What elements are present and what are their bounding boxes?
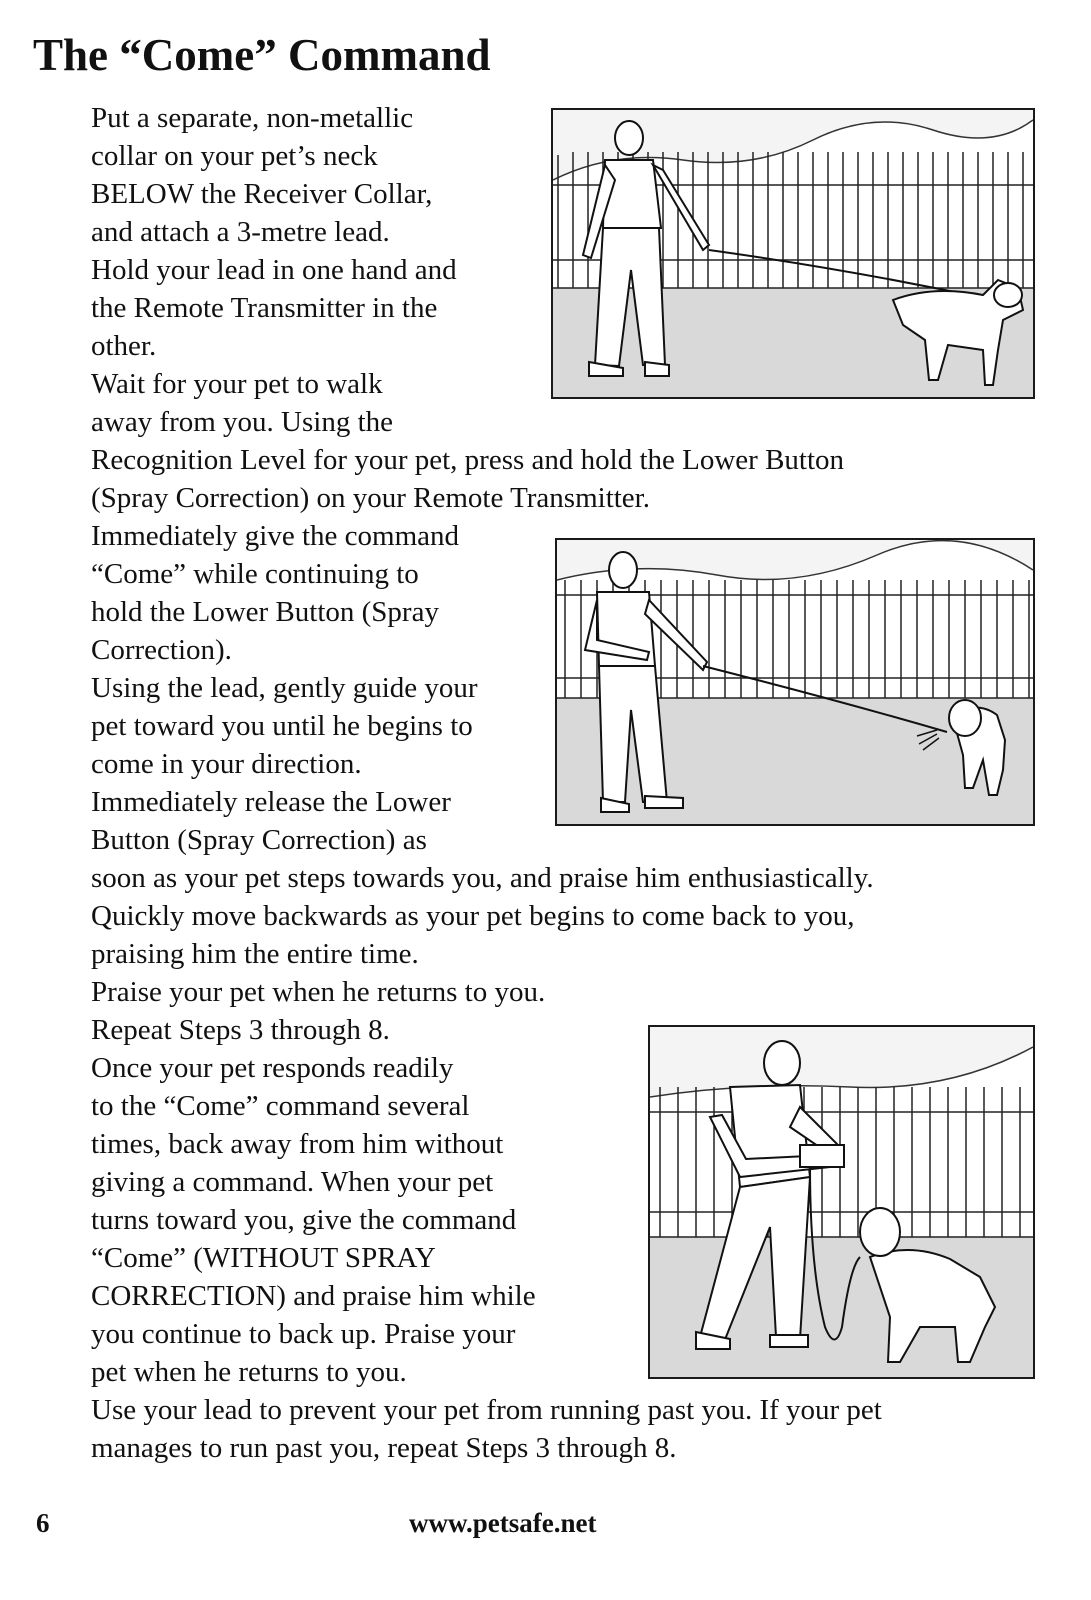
step-text-line: Repeat Steps 3 through 8. — [91, 1014, 390, 1046]
step-text-line: Recognition Level for your pet, press and hold the Lower Button — [91, 444, 845, 476]
illustration-praising-dog — [648, 1025, 1035, 1379]
step-text-line: “Come” (WITHOUT SPRAY — [91, 1242, 436, 1274]
step-text-line: “Come” while continuing to — [91, 558, 419, 590]
illustration-guiding-dog-with-spray — [555, 538, 1035, 826]
step-text-line: manages to run past you, repeat Steps 3 through 8. — [91, 1432, 677, 1464]
page-title: The “Come” Command — [33, 30, 491, 80]
step-text-line: Put a separate, non-metallic — [91, 102, 414, 134]
step-text-line: Praise your pet when he returns to you. — [91, 976, 546, 1008]
step-text-line: to the “Come” command several — [91, 1090, 470, 1122]
step-text-line: Immediately release the Lower — [91, 786, 451, 818]
step-text-line: away from you. Using the — [91, 406, 394, 438]
step-text-line: pet when he returns to you. — [91, 1356, 407, 1388]
step-text-line: times, back away from him without — [91, 1128, 504, 1160]
step-text-line: Correction). — [91, 634, 232, 666]
step-text-line: soon as your pet steps towards you, and praise him enthusiastically. — [91, 862, 874, 894]
step-text-line: you continue to back up. Praise your — [91, 1318, 516, 1350]
step-text-line: Use your lead to prevent your pet from running past you. If your pet — [91, 1394, 882, 1426]
step-text-line: Using the lead, gently guide your — [91, 672, 478, 704]
step-text-line: pet toward you until he begins to — [91, 710, 473, 742]
step-text-line: BELOW the Receiver Collar, — [91, 178, 433, 210]
step-text-line: (Spray Correction) on your Remote Transmitter. — [91, 482, 650, 514]
page-number: 6 — [36, 1508, 50, 1538]
step-text-line: Immediately give the command — [91, 520, 460, 552]
step-text-line: CORRECTION) and praise him while — [91, 1280, 536, 1312]
step-text-line: Wait for your pet to walk — [91, 368, 383, 400]
step-text-line: other. — [91, 330, 157, 362]
illustration-man-dog-on-lead — [551, 108, 1035, 399]
step-text-line: Quickly move backwards as your pet begins to come back to you, — [91, 900, 855, 932]
step-text-line: turns toward you, give the command — [91, 1204, 517, 1236]
step-text-line: Button (Spray Correction) as — [91, 824, 427, 856]
step-text-line: and attach a 3-metre lead. — [91, 216, 390, 248]
footer-url[interactable]: www.petsafe.net — [409, 1508, 597, 1538]
step-text-line: the Remote Transmitter in the — [91, 292, 438, 324]
step-text-line: praising him the entire time. — [91, 938, 419, 970]
step-text-line: giving a command. When your pet — [91, 1166, 494, 1198]
step-text-line: Hold your lead in one hand and — [91, 254, 457, 286]
step-text-line: collar on your pet’s neck — [91, 140, 378, 172]
step-text-line: Once your pet responds readily — [91, 1052, 454, 1084]
step-text-line: come in your direction. — [91, 748, 362, 780]
step-text-line: hold the Lower Button (Spray — [91, 596, 439, 628]
